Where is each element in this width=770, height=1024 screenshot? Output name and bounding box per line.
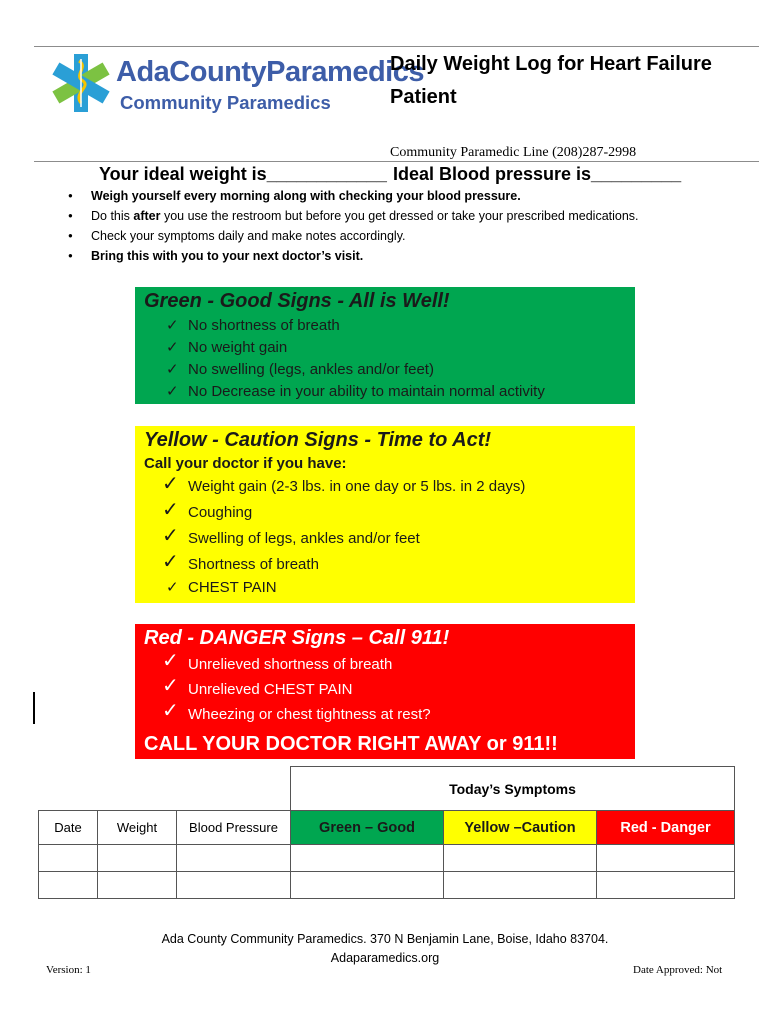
todays-symptoms-header: Today’s Symptoms bbox=[291, 767, 735, 811]
table-row bbox=[39, 872, 735, 899]
col-weight: Weight bbox=[98, 811, 177, 845]
table-cell[interactable] bbox=[39, 845, 98, 872]
ideal-bp-field: Ideal Blood pressure is_________ bbox=[393, 164, 682, 184]
table-cell[interactable] bbox=[39, 872, 98, 899]
footer bbox=[0, 930, 770, 968]
logo bbox=[48, 52, 114, 114]
green-signs-box bbox=[135, 287, 635, 404]
text-cursor bbox=[33, 692, 35, 724]
col-red-danger: Red - Danger bbox=[597, 811, 735, 845]
check-icon: ✓ bbox=[166, 579, 179, 596]
table-cell[interactable] bbox=[98, 845, 177, 872]
green-item: ✓ No weight gain bbox=[144, 337, 635, 359]
instruction-item: ● Bring this with you to your next doctor’s visit. bbox=[64, 246, 639, 266]
table-cell[interactable] bbox=[177, 845, 291, 872]
check-icon: ✓ bbox=[162, 473, 179, 495]
check-icon: ✓ bbox=[166, 383, 179, 400]
check-icon: ✓ bbox=[166, 339, 179, 356]
red-heading: Red - DANGER Signs – Call 911! bbox=[144, 627, 450, 649]
table-cell[interactable] bbox=[98, 872, 177, 899]
instruction-item: ● Check your symptoms daily and make notes accordingly. bbox=[64, 226, 639, 246]
yellow-item: ✓ Weight gain (2-3 lbs. in one day or 5 lbs. in 2 days) bbox=[162, 473, 526, 495]
check-icon: ✓ bbox=[166, 361, 179, 378]
col-yellow-caution: Yellow –Caution bbox=[444, 811, 597, 845]
table-cell[interactable] bbox=[597, 872, 735, 899]
instruction-list bbox=[64, 186, 639, 266]
col-green-good: Green – Good bbox=[291, 811, 444, 845]
weight-log-table bbox=[38, 766, 735, 899]
green-heading: Green - Good Signs - All is Well! bbox=[144, 290, 450, 312]
red-item: ✓ Unrelieved shortness of breath bbox=[162, 650, 393, 673]
yellow-subheading: Call your doctor if you have: bbox=[144, 455, 347, 472]
instruction-item: ● Weigh yourself every morning along with checking your blood pressure. bbox=[64, 186, 639, 206]
yellow-heading: Yellow - Caution Signs - Time to Act! bbox=[144, 429, 492, 451]
instruction-item: ● Do this after you use the restroom but before you get dressed or take your prescribed medications. bbox=[64, 206, 639, 226]
star-of-life-logo-icon bbox=[48, 52, 114, 114]
table-row bbox=[39, 845, 735, 872]
check-icon: ✓ bbox=[162, 675, 179, 697]
check-icon: ✓ bbox=[162, 525, 179, 547]
yellow-item: ✓ Shortness of breath bbox=[162, 551, 319, 573]
check-icon: ✓ bbox=[162, 551, 179, 573]
red-signs-box bbox=[135, 624, 635, 759]
col-date: Date bbox=[39, 811, 98, 845]
footer-website: Adaparamedics.org bbox=[330, 951, 440, 965]
version-label: Version: 1 bbox=[46, 964, 91, 976]
footer-address: Ada County Community Paramedics. 370 N Benjamin Lane, Boise, Idaho 83704. bbox=[161, 932, 609, 946]
table-cell[interactable] bbox=[291, 845, 444, 872]
phone-line: Community Paramedic Line (208)287-2998 bbox=[390, 145, 637, 160]
header-rule bbox=[34, 161, 759, 162]
red-item: ✓ Wheezing or chest tightness at rest? bbox=[162, 700, 431, 723]
green-item: ✓ No Decrease in your ability to maintain normal activity bbox=[144, 381, 635, 403]
check-icon: ✓ bbox=[162, 499, 179, 521]
ideal-weight-field: Your ideal weight is____________ bbox=[99, 164, 387, 184]
green-item: ✓ No shortness of breath bbox=[144, 315, 635, 337]
yellow-item: ✓ Swelling of legs, ankles and/or feet bbox=[162, 525, 420, 547]
check-icon: ✓ bbox=[162, 650, 179, 672]
logo-text-main: AdaCountyParamedics bbox=[116, 56, 424, 88]
col-blood-pressure: Blood Pressure bbox=[177, 811, 291, 845]
top-rule bbox=[34, 46, 759, 47]
table-cell[interactable] bbox=[177, 872, 291, 899]
check-icon: ✓ bbox=[162, 700, 179, 722]
table-cell[interactable] bbox=[444, 845, 597, 872]
green-item: ✓ No swelling (legs, ankles and/or feet) bbox=[144, 359, 635, 381]
red-call-text: CALL YOUR DOCTOR RIGHT AWAY or 911!! bbox=[144, 733, 558, 755]
table-cell[interactable] bbox=[444, 872, 597, 899]
red-item: ✓ Unrelieved CHEST PAIN bbox=[162, 675, 353, 698]
logo-text-sub: Community Paramedics bbox=[120, 92, 331, 113]
yellow-signs-box bbox=[135, 426, 635, 603]
yellow-item: ✓ Coughing bbox=[162, 499, 253, 521]
yellow-item: ✓ CHEST PAIN bbox=[166, 579, 277, 596]
date-approved-label: Date Approved: Not bbox=[633, 964, 723, 976]
table-cell[interactable] bbox=[597, 845, 735, 872]
check-icon: ✓ bbox=[166, 317, 179, 334]
table-cell[interactable] bbox=[291, 872, 444, 899]
page-title: Daily Weight Log for Heart Failure Patient bbox=[390, 53, 712, 108]
